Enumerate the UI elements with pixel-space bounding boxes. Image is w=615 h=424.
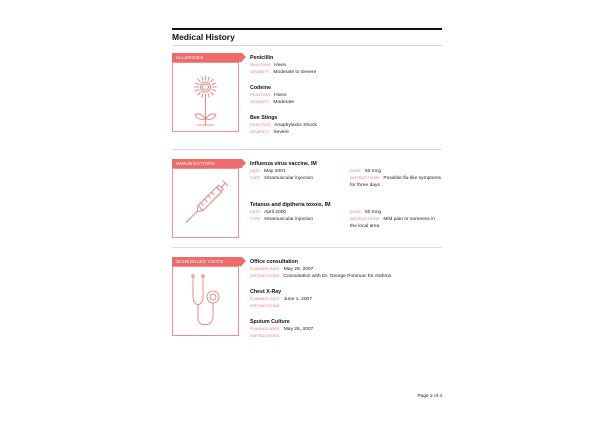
title-underline [172, 45, 442, 46]
instructions-label: INSTRUCTIONS [250, 274, 280, 279]
instructions-label: INSTRUCTIONS [350, 176, 380, 181]
vaccine-name: Influenza virus vaccine, IM [250, 161, 317, 167]
dose-value: 50 mcg [365, 169, 382, 174]
flower-icon [173, 63, 238, 131]
reaction-value: Hives [274, 63, 287, 68]
immunizations-section [172, 159, 442, 239]
reaction-value: Anaphylactic Shock [274, 123, 317, 128]
severity-label: SEVERITY [250, 130, 270, 135]
severity-value: Moderate to Severe [273, 70, 317, 76]
allergy-name: Penicillin [250, 55, 274, 61]
vaccine-name: Tetanus and diptheria toxois, IM [250, 202, 331, 208]
page-title: Medical History [172, 32, 235, 42]
reaction-label: REACTION [250, 93, 271, 97]
reaction-value: Hives [274, 93, 287, 98]
allergies-tag: ALLERGIES [172, 53, 242, 62]
visits-section [172, 257, 442, 337]
type-value: Intramuscular injection [264, 176, 314, 182]
dose-label: DOSE [350, 210, 361, 214]
type-label: TYPE [250, 217, 261, 222]
planned-date-value: May 28, 2007 [283, 267, 314, 272]
page-number: Page 2 of 4 [417, 394, 442, 399]
severity-value: Severe [273, 130, 289, 136]
syringe-icon [173, 169, 238, 237]
instructions-value: Possible flu-like symptoms for three days [350, 176, 441, 189]
instructions-value: Consultation with Dr. George Potomac for Asthma [283, 274, 392, 280]
reaction-label: REACTION [250, 123, 271, 127]
dose-label: DOSE [350, 169, 361, 173]
stethoscope-icon [173, 267, 238, 335]
visit-name: Chest X-Ray [250, 289, 282, 295]
type-value: Intramuscular injection [264, 217, 314, 223]
title-top-rule [172, 28, 442, 30]
severity-value: Moderate [273, 100, 295, 106]
planned-date-value: May 28, 2007 [283, 327, 314, 332]
list-item [250, 85, 442, 106]
severity-label: SEVERITY [250, 70, 270, 75]
date-label: DATE [250, 169, 261, 173]
allergy-name: Codeine [250, 85, 271, 91]
section-divider [172, 247, 442, 248]
immunizations-tag: IMMUNIZATIONS [172, 159, 242, 168]
date-label: DATE [250, 210, 261, 214]
visits-icon-box [172, 266, 239, 336]
allergies-icon-box [172, 62, 239, 132]
allergy-name: Bee Stings [250, 115, 278, 121]
list-item [250, 55, 442, 76]
allergies-section [172, 53, 442, 136]
section-divider [172, 149, 442, 150]
severity-label: SEVERITY [250, 100, 270, 105]
visits-tag: SCHEDULED VISITS [172, 257, 242, 266]
instructions-label: INSTRUCTIONS [250, 334, 280, 339]
planned-date-label: PLANNED DATE [250, 327, 280, 331]
list-item [250, 319, 442, 340]
list-item [250, 259, 442, 280]
dose-value: 50 mcg [365, 210, 382, 215]
planned-date-label: PLANNED DATE [250, 297, 280, 301]
instructions-label: INSTRUCTIONS [250, 304, 280, 309]
type-label: TYPE [250, 176, 261, 181]
list-item [250, 289, 442, 310]
instructions-value: Mild pain or soreness in the local area [350, 217, 436, 230]
list-item [250, 161, 442, 201]
list-item [250, 202, 442, 242]
date-value: April 2000 [264, 210, 287, 215]
planned-date-value: June 1, 2007 [283, 297, 312, 302]
visit-name: Sputum Culture [250, 319, 290, 325]
list-item [250, 115, 442, 136]
instructions-label: INSTRUCTIONS [350, 217, 380, 222]
immunizations-icon-box [172, 168, 239, 238]
date-value: May 2001 [264, 169, 286, 174]
visit-name: Office consultation [250, 259, 298, 265]
reaction-label: REACTION [250, 63, 271, 67]
planned-date-label: PLANNED DATE [250, 267, 280, 271]
